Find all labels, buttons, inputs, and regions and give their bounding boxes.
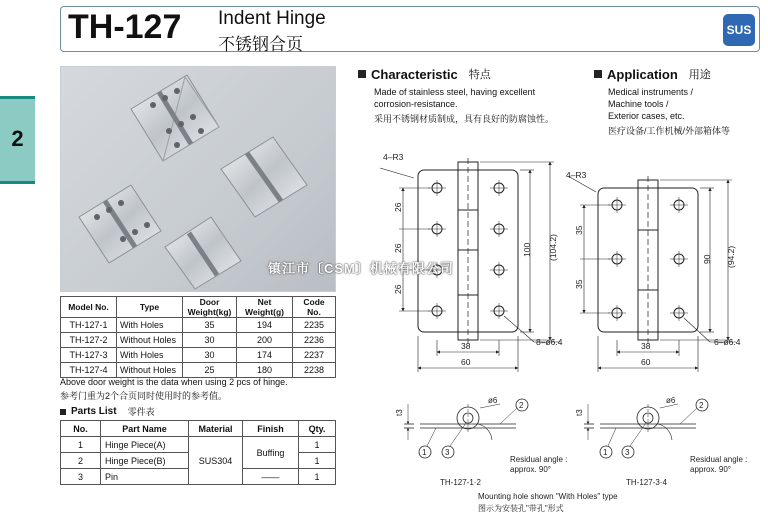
header-finish: Finish <box>243 421 299 437</box>
finish: Buffing <box>243 437 299 469</box>
pitch2-label: 35 <box>574 279 584 289</box>
dimension-lines <box>568 176 736 372</box>
height-label: 100 <box>522 242 532 257</box>
callout-2-label: 2 <box>699 401 704 410</box>
door-weight: 30 <box>183 333 237 348</box>
characteristic-line2: corrosion-resistance. <box>374 99 458 109</box>
callout-2-label: 2 <box>519 401 524 410</box>
residual-angle-label-2: Residual angle : <box>690 455 748 464</box>
header-model-no: Model No. <box>61 297 117 318</box>
qty: 1 <box>299 469 336 485</box>
height-label: 90 <box>702 254 712 264</box>
type: With Holes <box>117 318 183 333</box>
pin-dia-label: ø6 <box>666 396 676 405</box>
holes-label: 6–ø6.4 <box>714 337 741 347</box>
mount-note-en: Mounting hole shown "With Holes" type <box>478 492 618 501</box>
residual-angle-label-1: Residual angle : <box>510 455 568 464</box>
header-net-weight: Net Weight(g) <box>237 297 293 318</box>
pitch1-label: 26 <box>393 202 403 212</box>
characteristic-line1: Made of stainless steel, having excellent <box>374 87 536 97</box>
height-ref-label: (94.2) <box>726 245 736 268</box>
section-number: 2 <box>11 126 24 151</box>
model-title: TH-127 <box>68 8 182 46</box>
parts-list-title-cn: 零件表 <box>127 407 155 417</box>
code-no: 2235 <box>293 318 336 333</box>
height-ref-label: (104.2) <box>548 234 558 261</box>
type: With Holes <box>117 348 183 363</box>
thickness-label: t3 <box>395 409 404 416</box>
application-title-cn: 用途 <box>688 69 711 81</box>
qty: 1 <box>299 453 336 469</box>
door-weight: 25 <box>183 363 237 378</box>
characteristic-line-cn: 采用不锈钢材质制成，具有良好的防腐蚀性。 <box>374 114 555 124</box>
header-part-name: Part Name <box>101 421 189 437</box>
pitch3-label: 26 <box>393 284 403 294</box>
application-line3: Exterior cases, etc. <box>608 111 685 121</box>
mounting-note <box>478 492 618 513</box>
net-weight: 200 <box>237 333 293 348</box>
part-name: Hinge Piece(A) <box>101 437 189 453</box>
residual-angle-value-2: approx. 90° <box>690 465 732 474</box>
drawing2-labels <box>566 170 741 367</box>
application-line1: Medical instruments / <box>608 87 694 97</box>
type: Without Holes <box>117 363 183 378</box>
type: Without Holes <box>117 333 183 348</box>
part-name: Pin <box>101 469 189 485</box>
characteristic-title-cn: 特点 <box>468 69 491 81</box>
thickness-label: t3 <box>575 409 584 416</box>
section-view-right-labels <box>575 396 747 487</box>
watermark: 镇江市〔CSM〕机械有限公司 <box>268 261 454 276</box>
callout-1-label: 1 <box>422 448 427 457</box>
net-weight: 194 <box>237 318 293 333</box>
callout-1-label: 1 <box>603 448 608 457</box>
drawing-th127-3-4 <box>568 176 736 372</box>
residual-angle-value-1: approx. 90° <box>510 465 552 474</box>
characteristic-title: Characteristic <box>371 66 458 82</box>
holes-label: 8–ø6.4 <box>536 337 563 347</box>
section-label-left: TH-127-1·2 <box>440 478 481 487</box>
net-weight: 174 <box>237 348 293 363</box>
pin-dia-label: ø6 <box>488 396 498 405</box>
header-type: Type <box>117 297 183 318</box>
code-no: 2236 <box>293 333 336 348</box>
part-no: 1 <box>61 437 101 453</box>
title-en: Indent Hinge <box>218 8 326 29</box>
mount-note-cn: 图示为安装孔"带孔"形式 <box>478 504 564 513</box>
width-label: 60 <box>461 357 471 367</box>
part-no: 2 <box>61 453 101 469</box>
header-material: Material <box>189 421 243 437</box>
model-no: TH-127-3 <box>61 348 117 363</box>
model-no: TH-127-2 <box>61 333 117 348</box>
door-weight-note-en: Above door weight is the data when using 2 pcs of hinge. <box>60 377 288 387</box>
door-weight-note-cn: 参考门重为2个合页同时使用时的参考值。 <box>60 391 228 401</box>
inner-width-label: 38 <box>641 341 651 351</box>
section-label-right: TH-127-3·4 <box>626 478 667 487</box>
pin-finish: —— <box>243 469 299 485</box>
code-no: 2237 <box>293 348 336 363</box>
radius-label: 4–R3 <box>566 170 587 180</box>
section-view-left-labels <box>395 396 567 487</box>
model-no: TH-127-1 <box>61 318 117 333</box>
code-no: 2238 <box>293 363 336 378</box>
header-no: No. <box>61 421 101 437</box>
material: SUS304 <box>189 437 243 485</box>
inner-width-label: 38 <box>461 341 471 351</box>
application-line-cn: 医疗设备/工作机械/外部箱体等 <box>608 126 731 136</box>
header-qty: Qty. <box>299 421 336 437</box>
callout-3-label: 3 <box>625 448 630 457</box>
application-line2: Machine tools / <box>608 99 669 109</box>
pitch1-label: 35 <box>574 225 584 235</box>
door-weight: 30 <box>183 348 237 363</box>
parts-list-title: Parts List <box>71 406 117 417</box>
application-title: Application <box>607 66 678 82</box>
sus-badge: SUS <box>723 14 755 46</box>
callout-3-label: 3 <box>445 448 450 457</box>
qty: 1 <box>299 437 336 453</box>
header-code-no: Code No. <box>293 297 336 318</box>
title-cn: 不锈钢合页 <box>218 35 303 54</box>
part-name: Hinge Piece(B) <box>101 453 189 469</box>
net-weight: 180 <box>237 363 293 378</box>
door-weight: 35 <box>183 318 237 333</box>
part-no: 3 <box>61 469 101 485</box>
radius-label: 4–R3 <box>383 152 404 162</box>
width-label: 60 <box>641 357 651 367</box>
pitch2-label: 26 <box>393 243 403 253</box>
model-no: TH-127-4 <box>61 363 117 378</box>
header-door-weight: Door Weight(kg) <box>183 297 237 318</box>
